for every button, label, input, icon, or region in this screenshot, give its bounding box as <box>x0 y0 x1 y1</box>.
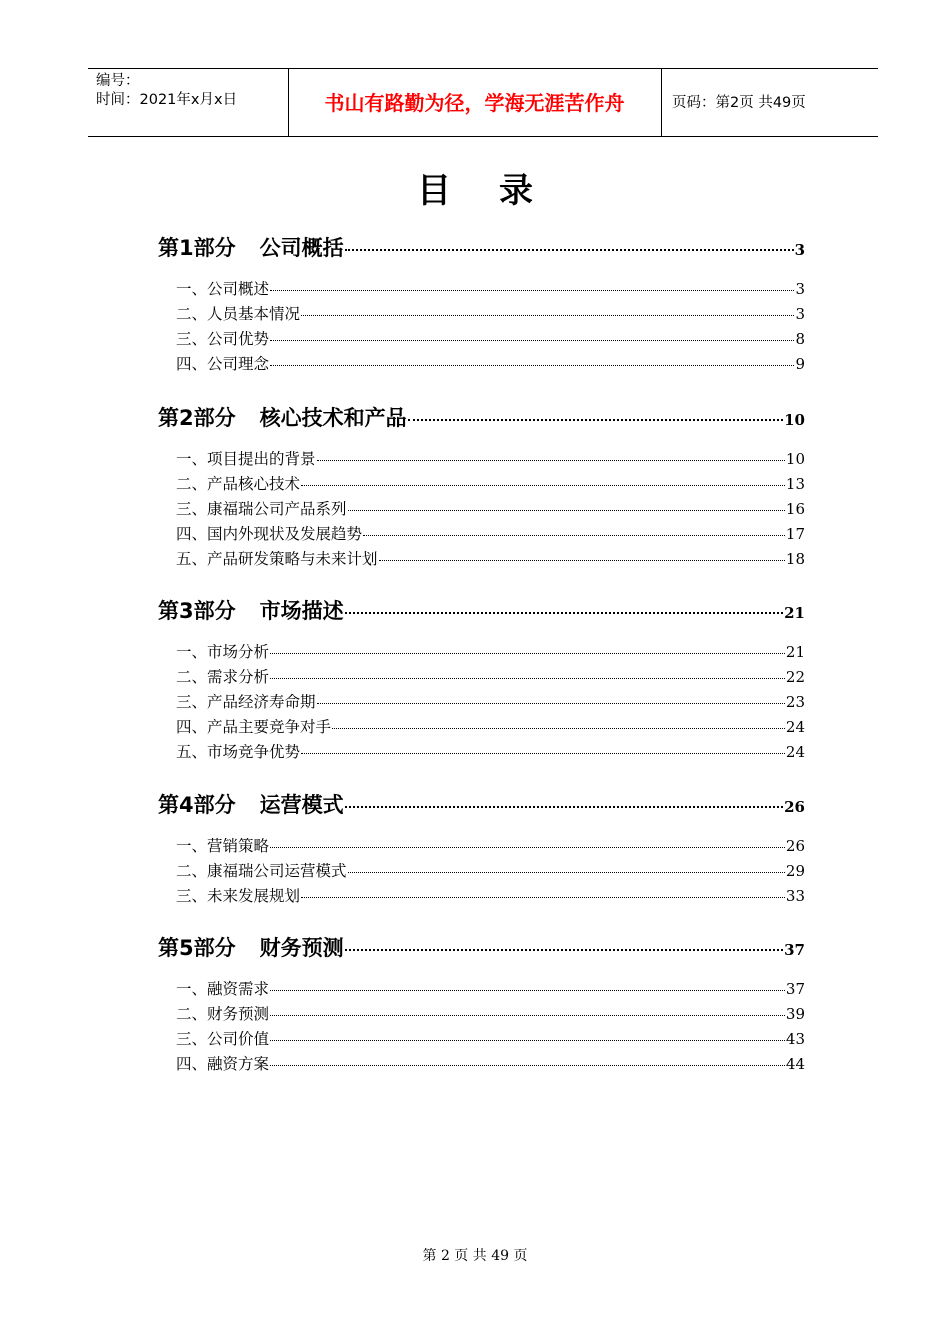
toc-item-entry[interactable] <box>176 715 805 737</box>
toc-leader-dots <box>301 485 785 486</box>
toc-section-page: 21 <box>784 604 805 622</box>
toc-section-entry[interactable] <box>158 789 805 819</box>
toc-item-entry[interactable] <box>176 665 805 687</box>
toc-item-entry[interactable] <box>176 547 805 569</box>
toc-leader-dots <box>270 290 794 291</box>
toc-item-page: 13 <box>785 475 805 493</box>
toc-item-page: 8 <box>795 330 805 348</box>
toc-item-title: 五、市场竞争优势 <box>176 743 301 761</box>
toc-item-entry[interactable] <box>176 472 805 494</box>
toc-leader-dots <box>301 753 785 754</box>
toc-item-title: 三、未来发展规划 <box>176 887 301 905</box>
toc-leader-dots <box>270 1065 785 1066</box>
toc-leader-dots <box>363 535 785 536</box>
toc-item-entry[interactable] <box>176 1052 805 1074</box>
toc-item-title: 四、公司理念 <box>176 355 270 373</box>
toc-item-entry[interactable] <box>176 1002 805 1024</box>
toc-item-title: 五、产品研发策略与未来计划 <box>176 550 378 568</box>
toc-section-title: 市场描述 <box>259 599 344 623</box>
toc-item-page: 39 <box>785 1005 805 1023</box>
toc-leader-dots <box>345 806 784 808</box>
toc-item-page: 9 <box>795 355 805 373</box>
toc-section-number: 第1部分 <box>158 236 236 260</box>
toc-leader-dots <box>270 990 785 991</box>
toc-leader-dots <box>270 365 794 366</box>
toc-item-title: 三、公司价值 <box>176 1030 270 1048</box>
toc-item-entry[interactable] <box>176 977 805 999</box>
toc-item-title: 一、市场分析 <box>176 643 270 661</box>
toc-section-page: 3 <box>794 241 805 259</box>
toc-item-entry[interactable] <box>176 327 805 349</box>
header-middle-cell <box>288 69 662 136</box>
toc-section-number: 第3部分 <box>158 599 236 623</box>
page-title: 目录 <box>417 171 581 211</box>
toc-item-page: 29 <box>785 862 805 880</box>
toc-leader-dots <box>348 510 785 511</box>
toc-item-entry[interactable] <box>176 277 805 299</box>
toc-section-entry[interactable] <box>158 932 805 962</box>
page-header <box>88 68 878 137</box>
toc-leader-dots <box>317 460 785 461</box>
toc-item-title: 二、产品核心技术 <box>176 475 301 493</box>
toc-item-entry[interactable] <box>176 497 805 519</box>
toc-item-page: 17 <box>785 525 805 543</box>
toc-section-page: 37 <box>784 941 805 959</box>
toc-item-entry[interactable] <box>176 740 805 762</box>
toc-section-number: 第4部分 <box>158 793 236 817</box>
toc-item-title: 二、人员基本情况 <box>176 305 301 323</box>
header-page-info: 页码：第2页 共49页 <box>672 95 806 111</box>
toc-item-title: 二、需求分析 <box>176 668 270 686</box>
toc-leader-dots <box>270 1040 785 1041</box>
toc-leader-dots <box>270 678 785 679</box>
toc-leader-dots <box>301 897 785 898</box>
toc-item-title: 四、产品主要竞争对手 <box>176 718 332 736</box>
toc-section-entry[interactable] <box>158 232 805 262</box>
toc-item-entry[interactable] <box>176 834 805 856</box>
toc-leader-dots <box>348 872 785 873</box>
toc-section-entry[interactable] <box>158 402 805 432</box>
toc-leader-dots <box>270 847 785 848</box>
toc-item-page: 33 <box>785 887 805 905</box>
header-motto: 书山有路勤为径，学海无涯苦作舟 <box>324 91 625 115</box>
toc-item-entry[interactable] <box>176 352 805 374</box>
toc-section-title: 财务预测 <box>259 936 344 960</box>
toc-item-page: 37 <box>785 980 805 998</box>
toc-item-entry[interactable] <box>176 690 805 712</box>
toc-item-entry[interactable] <box>176 522 805 544</box>
toc-item-title: 一、营销策略 <box>176 837 270 855</box>
toc-item-title: 一、公司概述 <box>176 280 270 298</box>
toc-item-title: 一、融资需求 <box>176 980 270 998</box>
toc-section-title: 运营模式 <box>259 793 344 817</box>
toc-section-number: 第5部分 <box>158 936 236 960</box>
toc-item-title: 三、产品经济寿命期 <box>176 693 316 711</box>
toc-section-number: 第2部分 <box>158 406 236 430</box>
toc-item-page: 18 <box>785 550 805 568</box>
toc-item-title: 三、康福瑞公司产品系列 <box>176 500 347 518</box>
toc-section-entry[interactable] <box>158 595 805 625</box>
toc-item-title: 一、项目提出的背景 <box>176 450 316 468</box>
toc-item-page: 24 <box>785 743 805 761</box>
toc-item-title: 四、国内外现状及发展趋势 <box>176 525 363 543</box>
toc-leader-dots <box>332 728 785 729</box>
toc-section-page: 10 <box>784 411 805 429</box>
toc-item-entry[interactable] <box>176 447 805 469</box>
toc-item-page: 44 <box>785 1055 805 1073</box>
toc-leader-dots <box>270 653 785 654</box>
document-time-label: 时间：2021年x月x日 <box>96 92 238 108</box>
toc-item-title: 四、融资方案 <box>176 1055 270 1073</box>
toc-leader-dots <box>301 315 794 316</box>
toc-item-entry[interactable] <box>176 640 805 662</box>
toc-item-page: 3 <box>795 280 805 298</box>
toc-item-page: 3 <box>795 305 805 323</box>
page-footer: 第 2 页 共 49 页 <box>422 1248 528 1264</box>
toc-item-page: 10 <box>785 450 805 468</box>
toc-leader-dots <box>379 560 785 561</box>
toc-item-page: 23 <box>785 693 805 711</box>
toc-leader-dots <box>270 1015 785 1016</box>
toc-item-page: 21 <box>785 643 805 661</box>
toc-item-entry[interactable] <box>176 884 805 906</box>
toc-item-entry[interactable] <box>176 859 805 881</box>
toc-item-title: 二、财务预测 <box>176 1005 270 1023</box>
toc-item-entry[interactable] <box>176 1027 805 1049</box>
toc-leader-dots <box>345 612 784 614</box>
toc-item-title: 三、公司优势 <box>176 330 270 348</box>
toc-leader-dots <box>345 249 794 251</box>
document-number-label: 编号： <box>96 73 140 89</box>
header-right-cell <box>662 69 878 136</box>
toc-item-page: 26 <box>785 837 805 855</box>
toc-section-title: 公司概括 <box>259 236 344 260</box>
toc-section-title: 核心技术和产品 <box>259 406 407 430</box>
header-left-cell <box>88 69 289 136</box>
toc-section-page: 26 <box>784 798 805 816</box>
toc-item-title: 二、康福瑞公司运营模式 <box>176 862 347 880</box>
toc-leader-dots <box>408 419 784 421</box>
toc-leader-dots <box>345 949 784 951</box>
toc-item-page: 16 <box>785 500 805 518</box>
toc-item-page: 43 <box>785 1030 805 1048</box>
toc-leader-dots <box>270 340 794 341</box>
toc-leader-dots <box>317 703 785 704</box>
toc-item-page: 24 <box>785 718 805 736</box>
toc-item-page: 22 <box>785 668 805 686</box>
toc-item-entry[interactable] <box>176 302 805 324</box>
